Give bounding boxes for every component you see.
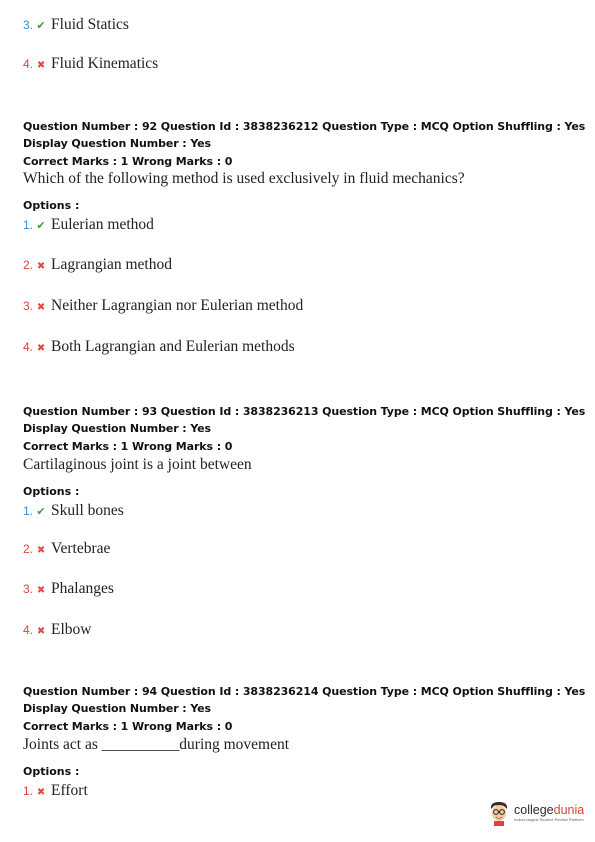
option-number: 3. [23,299,34,313]
option-number: 2. [23,258,34,272]
option-row [23,256,172,274]
option-text: Skull bones [51,502,124,519]
option-text: Vertebrae [51,540,111,557]
collegedunia-logo [488,800,584,826]
check-icon: ✔ [36,20,46,32]
option-number: 4. [23,340,34,354]
question-display: Display Question Number : Yes [23,422,211,435]
option-row [23,216,154,234]
option-number: 3. [23,582,34,596]
option-row [23,502,124,520]
question-marks: Correct Marks : 1 Wrong Marks : 0 [23,155,233,168]
question-marks: Correct Marks : 1 Wrong Marks : 0 [23,440,233,453]
option-row [23,540,110,558]
question-marks: Correct Marks : 1 Wrong Marks : 0 [23,720,233,733]
option-number: 1. [23,784,34,798]
question-text: Cartilaginous joint is a joint between [23,456,252,473]
option-number: 2. [23,542,34,556]
question-meta: Question Number : 94 Question Id : 3838236214 Question Type : MCQ Option Shuffling : Yes [23,685,586,698]
option-row [23,55,158,73]
question-text: Joints act as __________during movement [23,736,290,753]
option-number: 1. [23,504,34,518]
cross-icon: ✖ [36,787,46,798]
mascot-icon [488,800,510,826]
option-text: Effort [51,782,88,799]
cross-icon: ✖ [36,626,46,637]
question-display: Display Question Number : Yes [23,137,211,150]
option-row [23,782,88,800]
option-number: 4. [23,623,34,637]
option-text: Fluid Statics [51,16,129,33]
option-row [23,338,295,356]
option-number: 1. [23,218,34,232]
option-text: Elbow [51,621,92,638]
logo-tagline: India's largest Student Review Platform [514,817,584,823]
question-text: Which of the following method is used exclusively in fluid mechanics? [23,170,465,187]
option-text: Lagrangian method [51,256,172,273]
options-label: Options : [23,485,80,498]
option-row [23,621,91,639]
option-text: Fluid Kinematics [51,55,159,72]
option-text: Eulerian method [51,216,154,233]
logo-name: collegedunia [514,802,585,817]
cross-icon: ✖ [36,261,46,272]
question-meta: Question Number : 92 Question Id : 3838236212 Question Type : MCQ Option Shuffling : Yes [23,120,586,133]
check-icon: ✔ [36,220,46,232]
cross-icon: ✖ [36,545,46,556]
cross-icon: ✖ [36,343,46,354]
options-label: Options : [23,199,80,212]
option-number: 4. [23,57,34,71]
check-icon: ✔ [36,506,46,518]
option-text: Both Lagrangian and Eulerian methods [51,338,295,355]
cross-icon: ✖ [36,302,46,313]
option-row [23,297,303,315]
question-display: Display Question Number : Yes [23,702,211,715]
options-label: Options : [23,765,80,778]
cross-icon: ✖ [36,585,46,596]
option-text: Phalanges [51,580,114,597]
question-meta: Question Number : 93 Question Id : 3838236213 Question Type : MCQ Option Shuffling : Yes [23,405,586,418]
option-row [23,580,114,598]
cross-icon: ✖ [36,60,46,71]
option-text: Neither Lagrangian nor Eulerian method [51,297,304,314]
option-number: 3. [23,18,34,32]
option-row [23,16,129,34]
